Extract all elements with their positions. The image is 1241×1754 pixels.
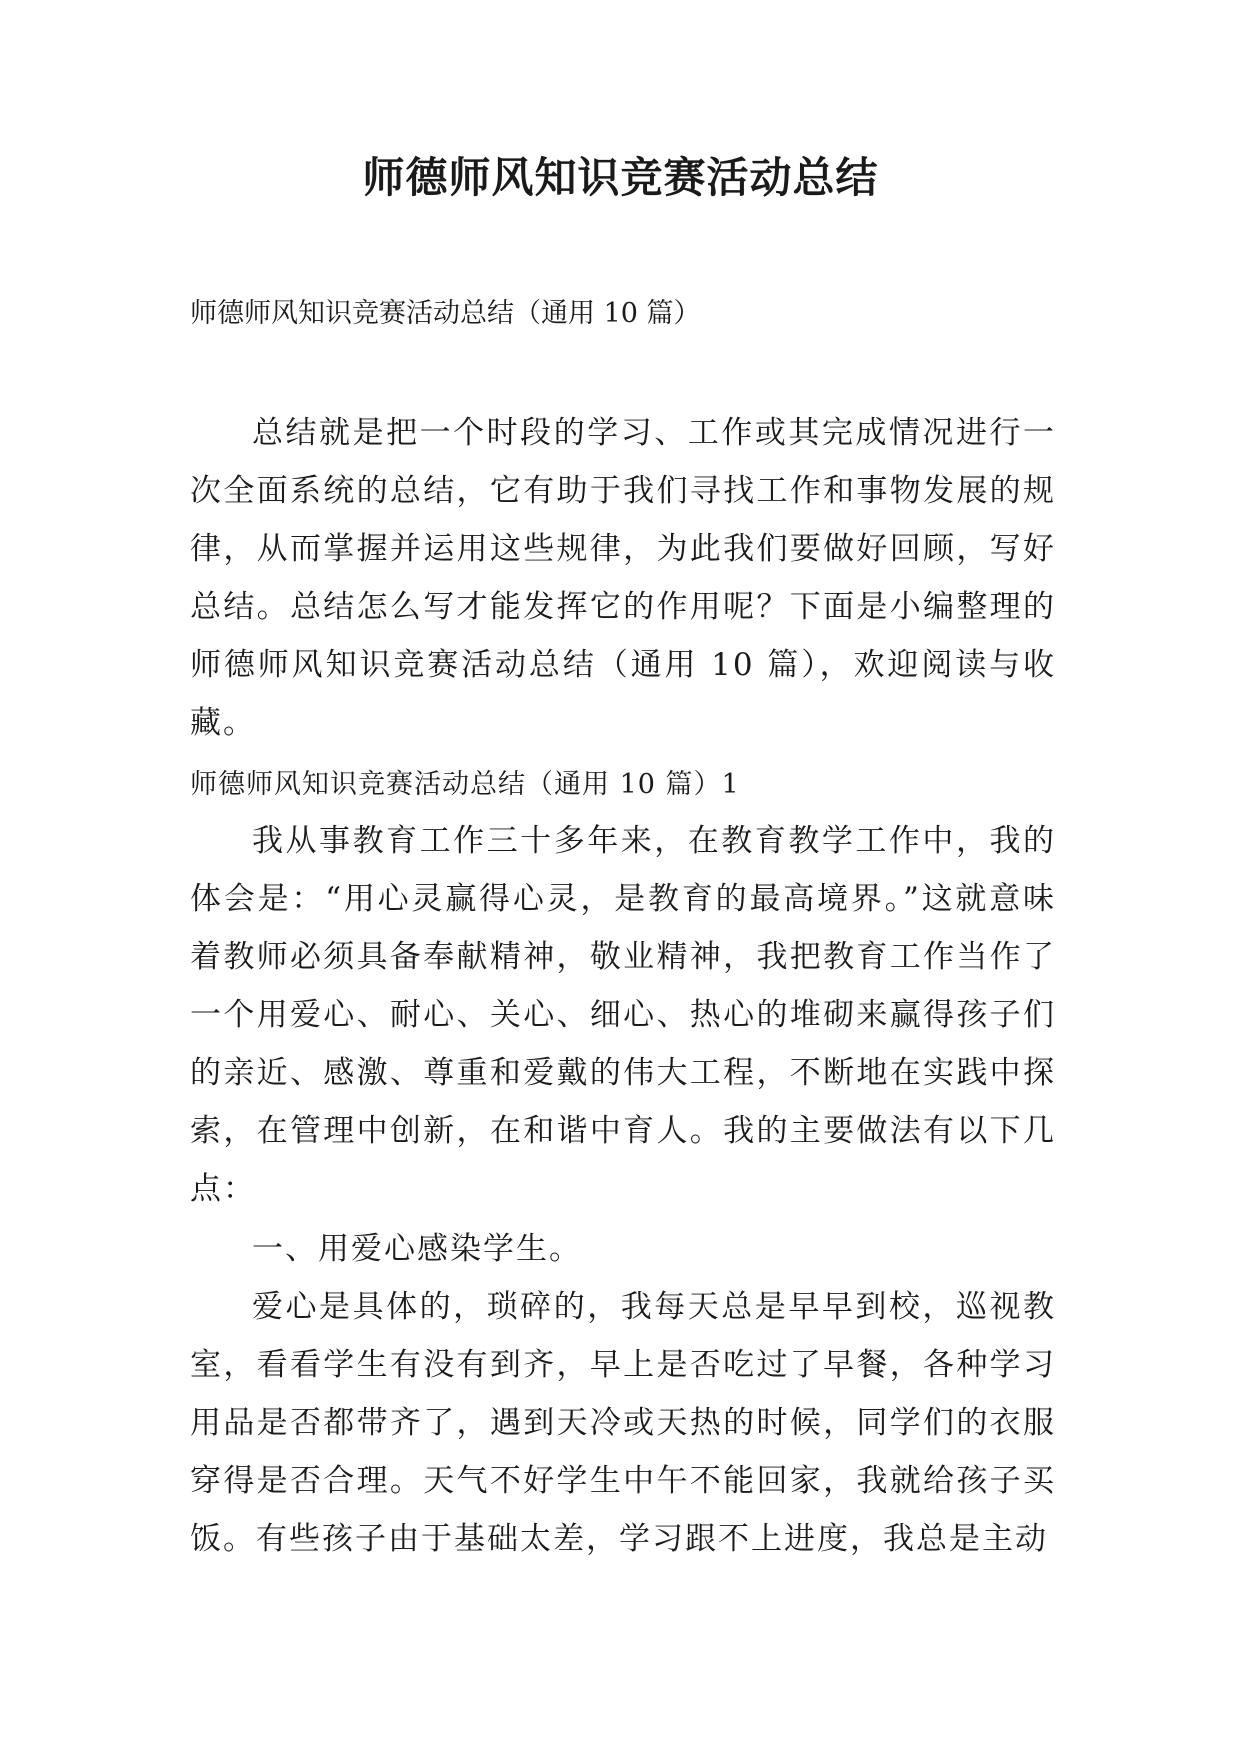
body-paragraph-2: 爱心是具体的，琐碎的，我每天总是早早到校，巡视教室，看看学生有没有到齐，早上是否吃过了早餐，各种学习用品是否都带齐了，遇到天冷或天热的时候，同学们的衣服穿得是否合理。天气不好学生中午不能回家，我就给孩子买饭。有些孩子由于基础太差，学习跟不上进度，我总是主动 — [190, 1289, 1056, 1557]
document-title: 师德师风知识竞赛活动总结 — [362, 153, 879, 202]
point-heading: 一、用爱心感染学生。 — [252, 1231, 582, 1267]
intro-paragraph: 总结就是把一个时段的学习、工作或其完成情况进行一次全面系统的总结，它有助于我们寻找工作和事物发展的规律，从而掌握并运用这些规律，为此我们要做好回顾，写好总结。总结怎么写才能发挥它的作用呢？下面是小编整理的师德师风知识竞赛活动总结（通用 10 篇），欢迎阅读与收藏。 — [190, 415, 1056, 741]
document-subtitle: 师德师风知识竞赛活动总结（通用 10 篇） — [190, 298, 701, 329]
body-paragraph-1: 我从事教育工作三十多年来，在教育教学工作中，我的体会是：“用心灵赢得心灵，是教育的最高境界。”这就意味着教师必须具备奉献精神，敬业精神，我把教育工作当作了一个用爱心、耐心、关心、细心、热心的堆砌来赢得孩子们的亲近、感激、尊重和爱戴的伟大工程，不断地在实践中探索，在管理中创新，在和谐中育人。我的主要做法有以下几点： — [190, 823, 1056, 1207]
section-heading: 师德师风知识竞赛活动总结（通用 10 篇）1 — [190, 769, 740, 800]
